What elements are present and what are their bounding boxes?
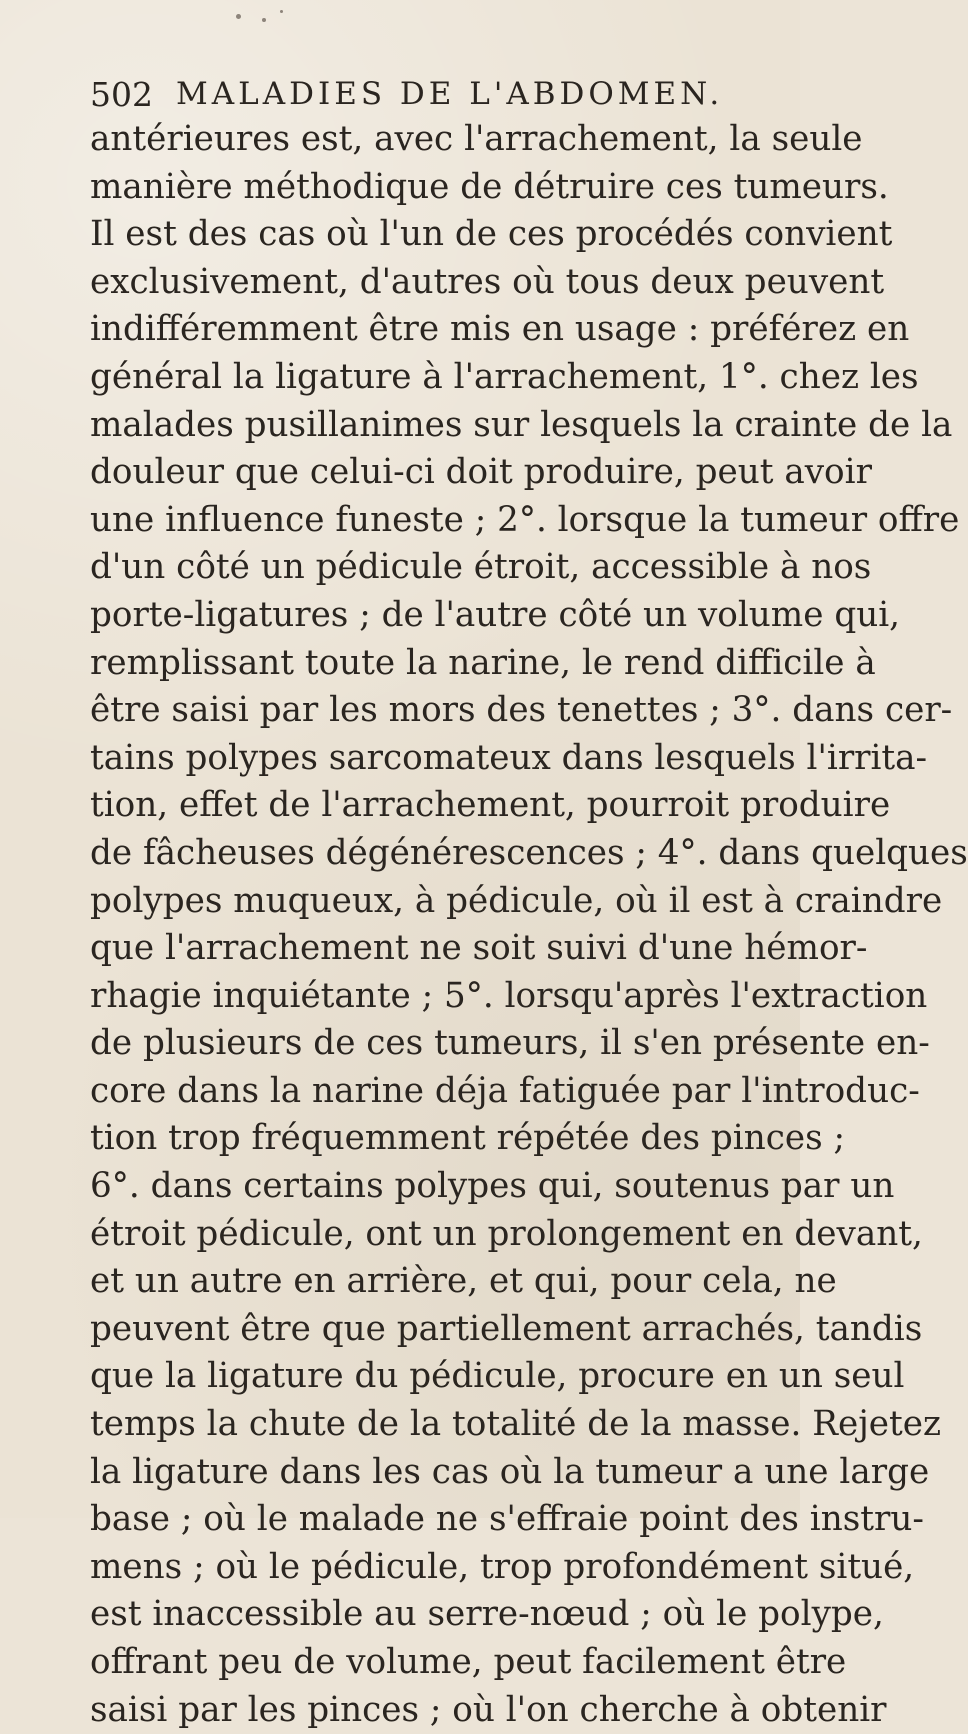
text-line: de fâcheuses dégénérescences ; 4°. dans quelques [90, 832, 968, 873]
running-title: MALADIES DE L'ABDOMEN. [176, 76, 724, 112]
text-line: base ; où le malade ne s'effraie point des instru- [90, 1499, 924, 1540]
text-line: manière méthodique de détruire ces tumeurs. [90, 166, 889, 207]
text-line: offrant peu de volume, peut facilement être [90, 1642, 847, 1682]
page-header [90, 72, 770, 116]
text-line: et un autre en arrière, et qui, pour cela, ne [90, 1261, 837, 1302]
text-line: rhagie inquiétante ; 5°. lorsqu'après l'extraction [90, 975, 928, 1016]
text-line: tion, effet de l'arrachement, pourroit produire [90, 785, 891, 826]
text-line: douleur que celui-ci doit produire, peut avoir [90, 452, 872, 493]
text-line: core dans la narine déja fatiguée par l'introduc- [90, 1070, 920, 1111]
text-line: mens ; où le pédicule, trop profondément situé, [90, 1546, 915, 1587]
ink-speck [236, 14, 241, 19]
text-line: 6°. dans certains polypes qui, soutenus par un [90, 1166, 895, 1207]
text-line: que l'arrachement ne soit suivi d'une hémor- [90, 928, 868, 969]
ink-speck [280, 10, 283, 13]
text-line: est inaccessible au serre-nœud ; où le polype, [90, 1594, 884, 1635]
text-line: général la ligature à l'arrachement, 1°. chez les [90, 356, 919, 397]
text-line: tion trop fréquemment répétée des pinces ; [90, 1118, 846, 1159]
text-line: antérieures est, avec l'arrachement, la seule [90, 119, 863, 159]
text-line: peuvent être que partiellement arrachés, tandis [90, 1308, 923, 1349]
text-line: tains polypes sarcomateux dans lesquels l'irrita- [90, 737, 928, 778]
text-line: une influence funeste ; 2°. lorsque la tumeur offre [90, 499, 960, 540]
text-line: temps la chute de la totalité de la masse. Rejetez [90, 1404, 942, 1445]
body-text [90, 116, 968, 1734]
text-line: d'un côté un pédicule étroit, accessible à nos [90, 547, 872, 588]
ink-speck [262, 18, 266, 22]
text-line: indifféremment être mis en usage : préférez en [90, 309, 910, 350]
text-line: que la ligature du pédicule, procure en un seul [90, 1356, 905, 1397]
text-line: exclusivement, d'autres où tous deux peuvent [90, 261, 885, 302]
text-line: Il est des cas où l'un de ces procédés convient [90, 214, 893, 255]
text-line: porte-ligatures ; de l'autre côté un volume qui, [90, 594, 901, 635]
text-line: être saisi par les mors des tenettes ; 3°. dans cer- [90, 690, 953, 731]
text-line: de plusieurs de ces tumeurs, il s'en présente en- [90, 1023, 930, 1064]
text-line: étroit pédicule, ont un prolongement en devant, [90, 1213, 923, 1254]
text-line: polypes muqueux, à pédicule, où il est à craindre [90, 880, 943, 921]
text-line: malades pusillanimes sur lesquels la crainte de la [90, 404, 953, 445]
text-line: saisi par les pinces ; où l'on cherche à obtenir [90, 1689, 887, 1730]
text-line: remplissant toute la narine, le rend difficile à [90, 642, 876, 683]
page-number: 502 [90, 74, 153, 114]
text-line: la ligature dans les cas où la tumeur a une large [90, 1451, 930, 1492]
